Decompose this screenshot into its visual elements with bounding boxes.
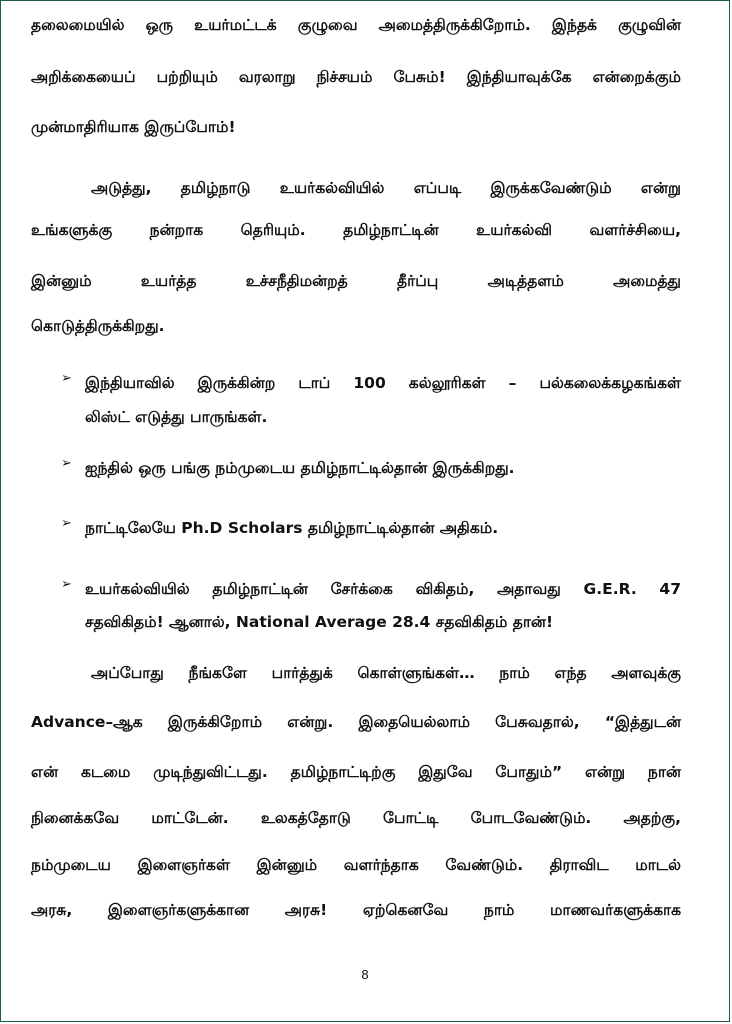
text-line: கொடுத்திருக்கிறது. [31,317,165,335]
text-line: நம்முடைய இளைஞர்கள் இன்னும் வளர்ந்தாக வேண்டும். திராவிட மாடல் [31,856,681,874]
arrow-bullet-icon: ➢ [61,577,72,592]
text-line: நினைக்கவே மாட்டேன். உலகத்தோடு போட்டி போடவேண்டும். அதற்கு, [31,809,681,827]
text-line: உங்களுக்கு நன்றாக தெரியும். தமிழ்நாட்டின் உயர்கல்வி வளர்ச்சியை, [31,221,681,239]
text-line: அறிக்கையைப் பற்றியும் வரலாறு நிச்சயம் பேசும்! இந்தியாவுக்கே என்றைக்கும் [31,68,681,86]
text-line: இன்னும் உயர்த்த உச்சநீதிமன்றத் தீர்ப்பு அடித்தளம் அமைத்து [31,272,681,290]
text-line: அடுத்து, தமிழ்நாடு உயர்கல்வியில் எப்படி இருக்கவேண்டும் என்று [91,179,681,197]
arrow-bullet-icon: ➢ [61,456,72,471]
text-line: உயர்கல்வியில் தமிழ்நாட்டின் சேர்க்கை விகிதம், அதாவது G.E.R. 47 [85,580,681,598]
text-line: சதவிகிதம்! ஆனால், National Average 28.4 சதவிகிதம் தான்! [85,613,554,631]
text-line: இந்தியாவில் இருக்கின்ற டாப் 100 கல்லூரிகள் – பல்கலைக்கழகங்கள் [85,374,681,392]
text-line: முன்மாதிரியாக இருப்போம்! [31,118,236,136]
text-line: லிஸ்ட் எடுத்து பாருங்கள். [85,408,268,426]
page-number: 8 [361,967,369,982]
text-line: ஐந்தில் ஒரு பங்கு நம்முடைய தமிழ்நாட்டில்தான் இருக்கிறது. [85,459,515,477]
arrow-bullet-icon: ➢ [61,371,72,386]
text-line: நாட்டிலேயே Ph.D Scholars தமிழ்நாட்டில்தான் அதிகம். [85,519,499,537]
text-line: அப்போது நீங்களே பார்த்துக் கொள்ளுங்கள்… நாம் எந்த அளவுக்கு [91,664,681,682]
arrow-bullet-icon: ➢ [61,516,72,531]
text-line: தலைமையில் ஒரு உயர்மட்டக் குழுவை அமைத்திருக்கிறோம். இந்தக் குழுவின் [31,16,681,34]
text-line: அரசு, இளைஞர்களுக்கான அரசு! ஏற்கெனவே நாம் மாணவர்களுக்காக [31,901,681,919]
text-line: என் கடமை முடிந்துவிட்டது. தமிழ்நாட்டிற்கு இதுவே போதும்” என்று நான் [31,763,681,781]
text-line: Advance–ஆக இருக்கிறோம் என்று. இதையெல்லாம் பேசுவதால், “இத்துடன் [31,713,681,731]
